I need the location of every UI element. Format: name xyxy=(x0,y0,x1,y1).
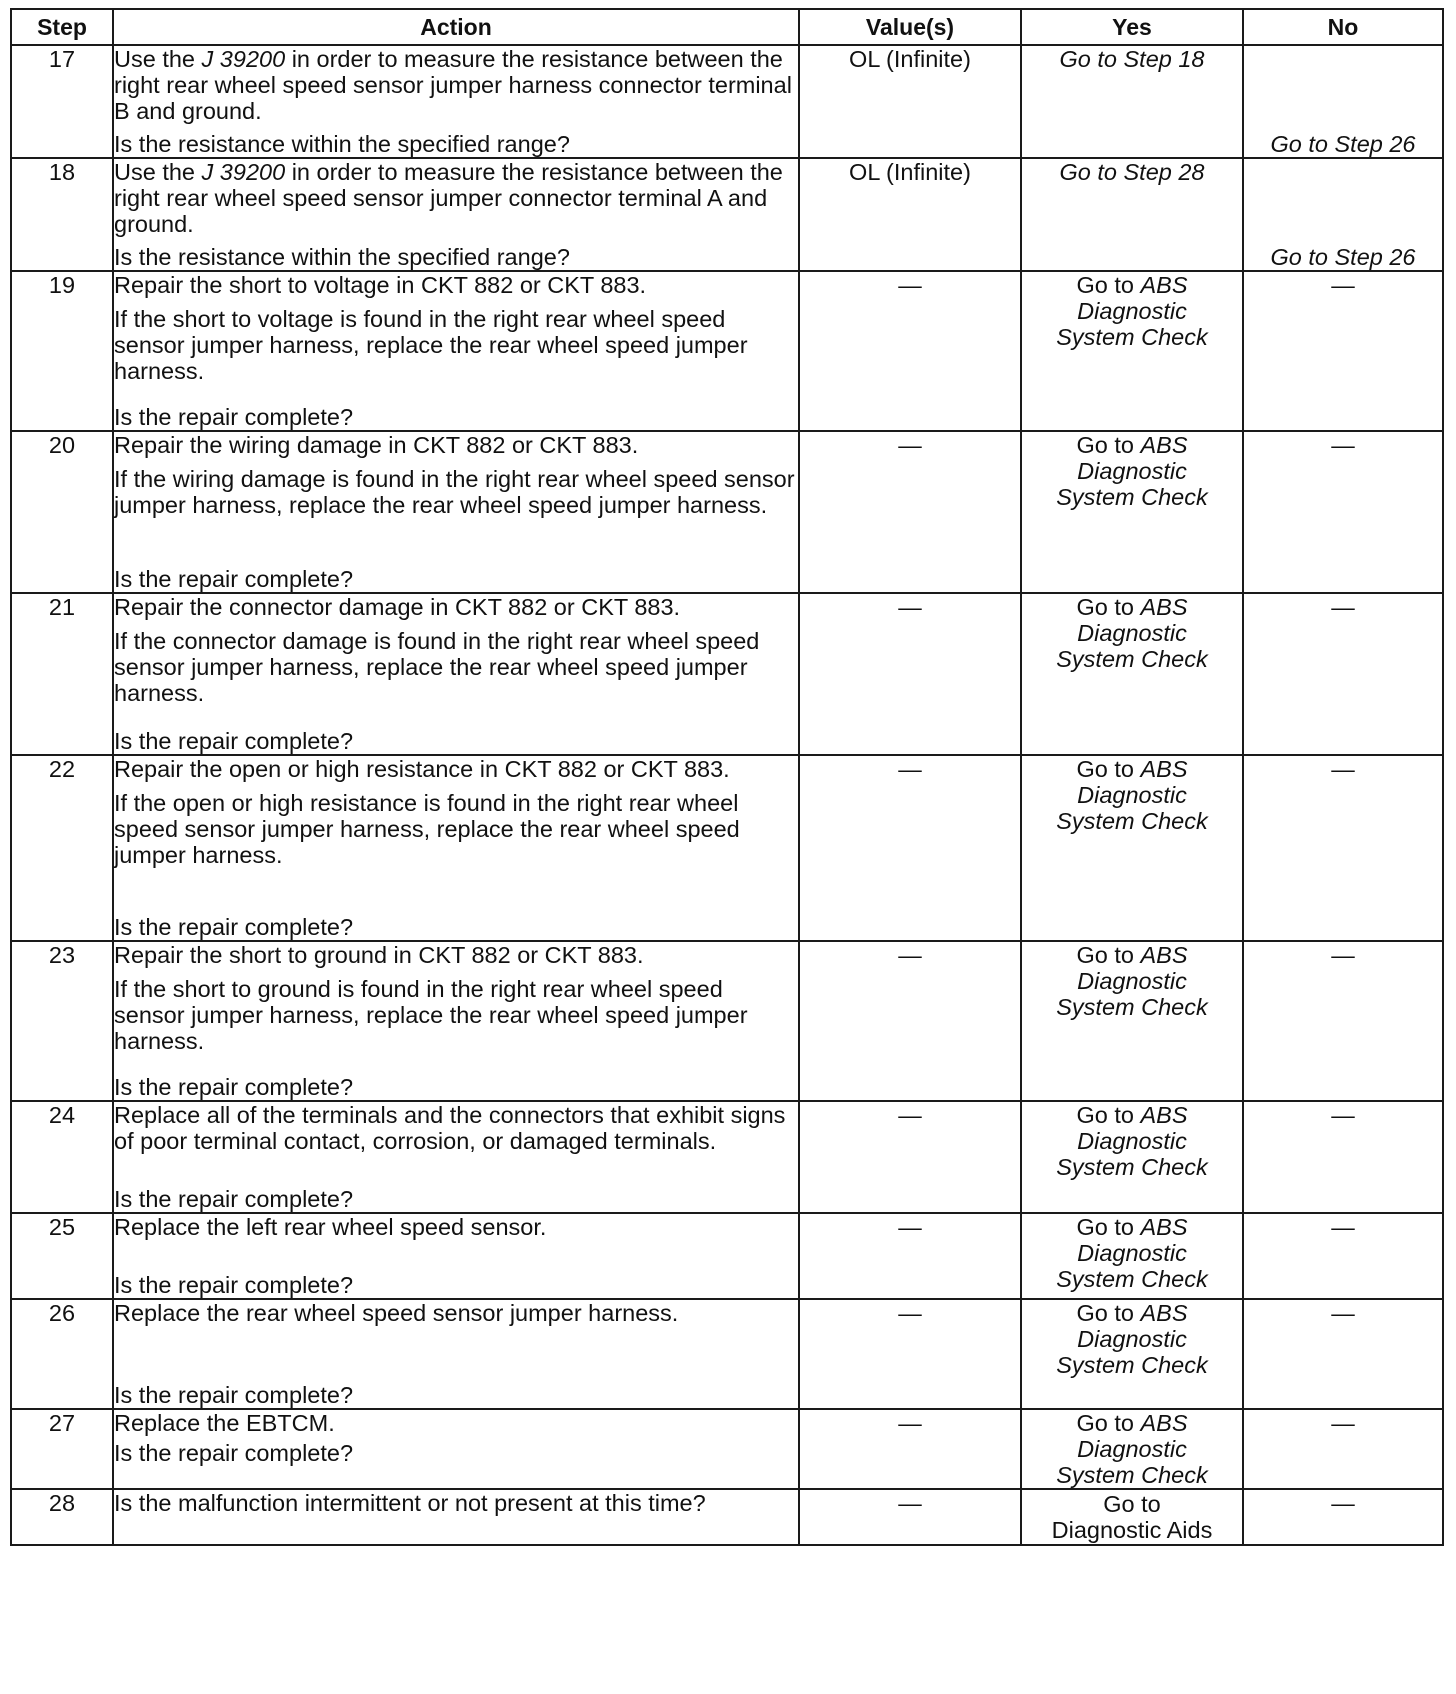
table-row xyxy=(11,1299,1443,1409)
no-value: — xyxy=(1243,941,1443,1101)
action-question: Is the repair complete? xyxy=(114,1074,354,1100)
table-row xyxy=(11,158,1443,271)
yes-link[interactable]: Go to ABS Diagnostic System Check xyxy=(1021,1213,1243,1299)
no-value: — xyxy=(1243,755,1443,941)
action-cell xyxy=(113,1101,799,1213)
action-text: Replace the EBTCM. xyxy=(114,1410,335,1436)
step-number: 25 xyxy=(11,1213,113,1299)
action-question: Is the resistance within the specified range? xyxy=(114,244,570,270)
action-text: Repair the short to ground in CKT 882 or CKT 883. xyxy=(114,942,644,968)
step-number: 19 xyxy=(11,271,113,431)
yes-link[interactable]: Go to ABS Diagnostic System Check xyxy=(1021,1299,1243,1409)
table-row xyxy=(11,271,1443,431)
value-cell: — xyxy=(799,941,1021,1101)
action-text: Repair the wiring damage in CKT 882 or CKT 883. xyxy=(114,432,639,458)
step-number: 27 xyxy=(11,1409,113,1489)
yes-link[interactable]: Go to Diagnostic Aids xyxy=(1021,1489,1243,1545)
action-question: Is the repair complete? xyxy=(114,1440,354,1466)
header-values: Value(s) xyxy=(799,9,1021,45)
action-note: If the short to ground is found in the right rear wheel speed sensor jumper harness, replace the rear wheel speed jumper harness. xyxy=(114,976,748,1054)
step-number: 20 xyxy=(11,431,113,593)
value-cell: OL (Infinite) xyxy=(799,158,1021,271)
value-cell: — xyxy=(799,1489,1021,1545)
action-question: Is the repair complete? xyxy=(114,1382,354,1408)
table-row xyxy=(11,45,1443,158)
step-number: 28 xyxy=(11,1489,113,1545)
action-question: Is the resistance within the specified range? xyxy=(114,131,570,157)
action-question: Is the repair complete? xyxy=(114,1272,354,1298)
action-cell xyxy=(113,271,799,431)
header-no: No xyxy=(1243,9,1443,45)
no-value: — xyxy=(1243,1101,1443,1213)
action-question: Is the malfunction intermittent or not present at this time? xyxy=(114,1490,706,1516)
action-text: Repair the short to voltage in CKT 882 or CKT 883. xyxy=(114,272,647,298)
value-cell: — xyxy=(799,593,1021,755)
action-cell xyxy=(113,1299,799,1409)
action-text: Repair the open or high resistance in CKT 882 or CKT 883. xyxy=(114,756,730,782)
table-row xyxy=(11,431,1443,593)
yes-link[interactable]: Go to ABS Diagnostic System Check xyxy=(1021,1409,1243,1489)
step-number: 24 xyxy=(11,1101,113,1213)
yes-link[interactable]: Go to ABS Diagnostic System Check xyxy=(1021,271,1243,431)
yes-link[interactable]: Go to ABS Diagnostic System Check xyxy=(1021,755,1243,941)
value-cell: — xyxy=(799,1101,1021,1213)
no-value: — xyxy=(1243,1409,1443,1489)
header-yes: Yes xyxy=(1021,9,1243,45)
no-value: — xyxy=(1243,1299,1443,1409)
yes-link[interactable]: Go to Step 28 xyxy=(1021,158,1243,271)
action-question: Is the repair complete? xyxy=(114,1186,354,1212)
table-row xyxy=(11,941,1443,1101)
action-note: If the short to voltage is found in the right rear wheel speed sensor jumper harness, replace the rear wheel speed jumper harness. xyxy=(114,306,748,384)
tool-ref: J 39200 xyxy=(201,46,286,72)
action-text: Use the J 39200 in order to measure the resistance between the right rear wheel speed sensor jumper connector terminal A and ground. xyxy=(114,159,783,237)
action-note: If the open or high resistance is found in the right rear wheel speed sensor jumper harness, replace the rear wheel speed jumper harness. xyxy=(114,790,740,868)
header-row xyxy=(11,9,1443,45)
value-cell: — xyxy=(799,755,1021,941)
value-cell: — xyxy=(799,431,1021,593)
table-row xyxy=(11,755,1443,941)
header-step: Step xyxy=(11,9,113,45)
diagnostic-table xyxy=(10,8,1444,1546)
value-cell: OL (Infinite) xyxy=(799,45,1021,158)
action-text: Replace all of the terminals and the connectors that exhibit signs of poor terminal contact, corrosion, or damaged terminals. xyxy=(114,1102,786,1154)
action-cell xyxy=(113,45,799,158)
no-value: — xyxy=(1243,1489,1443,1545)
action-cell xyxy=(113,431,799,593)
action-note: If the wiring damage is found in the right rear wheel speed sensor jumper harness, replace the rear wheel speed jumper harness. xyxy=(114,466,795,518)
value-cell: — xyxy=(799,1213,1021,1299)
yes-link[interactable]: Go to ABS Diagnostic System Check xyxy=(1021,941,1243,1101)
no-link[interactable]: Go to Step 26 xyxy=(1243,158,1443,271)
action-cell xyxy=(113,1213,799,1299)
action-cell xyxy=(113,941,799,1101)
step-number: 21 xyxy=(11,593,113,755)
table-row xyxy=(11,1409,1443,1489)
action-question: Is the repair complete? xyxy=(114,404,354,430)
yes-link[interactable]: Go to ABS Diagnostic System Check xyxy=(1021,431,1243,593)
action-text: Replace the rear wheel speed sensor jumper harness. xyxy=(114,1300,679,1326)
action-text: Replace the left rear wheel speed sensor. xyxy=(114,1214,547,1240)
yes-link[interactable]: Go to ABS Diagnostic System Check xyxy=(1021,593,1243,755)
action-text: Repair the connector damage in CKT 882 or CKT 883. xyxy=(114,594,681,620)
value-cell: — xyxy=(799,1409,1021,1489)
action-cell xyxy=(113,593,799,755)
action-note: If the connector damage is found in the right rear wheel speed sensor jumper harness, replace the rear wheel speed jumper harness. xyxy=(114,628,760,706)
header-action: Action xyxy=(113,9,799,45)
action-cell xyxy=(113,1409,799,1489)
table-row xyxy=(11,1489,1443,1545)
step-number: 23 xyxy=(11,941,113,1101)
step-number: 17 xyxy=(11,45,113,158)
action-question: Is the repair complete? xyxy=(114,566,354,592)
action-question: Is the repair complete? xyxy=(114,914,354,940)
no-value: — xyxy=(1243,431,1443,593)
action-cell xyxy=(113,755,799,941)
table-row xyxy=(11,1101,1443,1213)
action-cell xyxy=(113,158,799,271)
action-cell xyxy=(113,1489,799,1545)
table-row xyxy=(11,593,1443,755)
action-question: Is the repair complete? xyxy=(114,728,354,754)
yes-link[interactable]: Go to Step 18 xyxy=(1021,45,1243,158)
tool-ref: J 39200 xyxy=(201,159,286,185)
no-value: — xyxy=(1243,1213,1443,1299)
no-value: — xyxy=(1243,593,1443,755)
step-number: 26 xyxy=(11,1299,113,1409)
step-number: 22 xyxy=(11,755,113,941)
yes-link[interactable]: Go to ABS Diagnostic System Check xyxy=(1021,1101,1243,1213)
table-row xyxy=(11,1213,1443,1299)
value-cell: — xyxy=(799,1299,1021,1409)
value-cell: — xyxy=(799,271,1021,431)
no-value: — xyxy=(1243,271,1443,431)
action-text: Use the J 39200 in order to measure the resistance between the right rear wheel speed sensor jumper harness connector terminal B and ground. xyxy=(114,46,792,124)
step-number: 18 xyxy=(11,158,113,271)
no-link[interactable]: Go to Step 26 xyxy=(1243,45,1443,158)
